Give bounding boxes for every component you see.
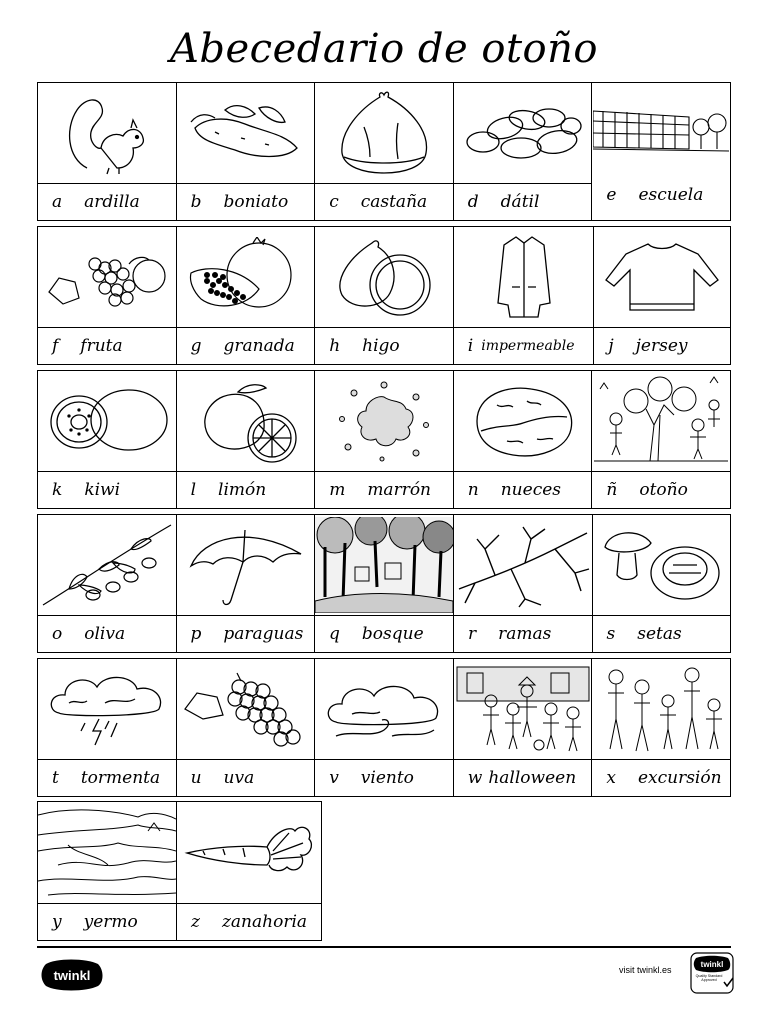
card-w <box>454 659 593 796</box>
label-p: p paraguas <box>190 624 304 644</box>
visit-link[interactable]: visit twinkl.es <box>619 965 672 975</box>
storm-icon <box>38 659 176 760</box>
alphabet-row-2 <box>37 226 731 365</box>
chestnut-icon <box>315 83 453 184</box>
mushrooms-icon <box>593 515 731 616</box>
label-e: e escuela <box>606 185 704 205</box>
label-r: r ramas <box>468 624 552 644</box>
page-title: Abecedario de otoño <box>170 26 598 72</box>
sweet-potato-icon <box>177 83 315 184</box>
label-enye: ñ otoño <box>606 480 688 500</box>
card-g <box>177 227 316 364</box>
card-b <box>177 83 316 220</box>
label-w: w halloween <box>467 768 577 788</box>
card-f <box>38 227 177 364</box>
card-o <box>38 515 177 652</box>
family-outing-icon <box>592 659 730 760</box>
label-m: m marrón <box>329 480 432 500</box>
grapes-icon <box>177 659 315 760</box>
alphabet-row-3 <box>37 370 731 509</box>
card-v <box>315 659 454 796</box>
card-q <box>315 515 454 652</box>
label-a: a ardilla <box>52 192 140 212</box>
label-i: i impermeable <box>467 336 575 356</box>
label-g: g granada <box>190 336 295 356</box>
umbrella-icon <box>177 515 315 616</box>
label-y: y yermo <box>52 912 138 932</box>
card-i <box>454 227 595 364</box>
olive-branch-icon <box>38 515 176 616</box>
card-m <box>315 371 454 508</box>
alphabet-row-1 <box>37 82 731 221</box>
school-icon <box>592 83 730 170</box>
twinkl-logo-icon <box>40 958 104 992</box>
alphabet-row-6 <box>37 801 322 941</box>
autumn-scene-icon <box>592 371 730 472</box>
card-x <box>592 659 730 796</box>
card-d <box>454 83 593 220</box>
wasteland-icon <box>38 802 176 904</box>
label-h: h higo <box>329 336 400 356</box>
alphabet-row-4 <box>37 514 731 653</box>
twinkl-logo[interactable] <box>40 958 104 996</box>
card-t <box>38 659 177 796</box>
card-c <box>315 83 454 220</box>
walnut-icon <box>454 371 592 472</box>
fig-icon <box>315 227 453 328</box>
label-t: t tormenta <box>52 768 161 788</box>
label-d: d dátil <box>467 192 540 212</box>
card-u <box>177 659 316 796</box>
label-u: u uva <box>190 768 255 788</box>
card-e <box>592 83 730 220</box>
twinkl-logo-text: twinkl <box>53 968 91 983</box>
raincoat-icon <box>454 227 594 328</box>
label-q: q bosque <box>329 624 424 644</box>
quality-badge <box>690 952 736 1000</box>
branches-icon <box>454 515 592 616</box>
forest-icon <box>315 515 453 616</box>
lemon-icon <box>177 371 315 472</box>
kiwi-icon <box>38 371 176 472</box>
card-z <box>177 802 321 940</box>
card-r <box>454 515 593 652</box>
card-h <box>315 227 454 364</box>
footer-divider <box>37 946 731 948</box>
wind-icon <box>315 659 453 760</box>
label-v: v viento <box>329 768 414 788</box>
jumper-icon <box>594 227 730 328</box>
badge-brand-text: twinkl <box>700 960 724 969</box>
label-c: c castaña <box>329 192 428 212</box>
card-k <box>38 371 177 508</box>
card-s <box>593 515 731 652</box>
quality-badge-icon <box>690 952 736 996</box>
card-a <box>38 83 177 220</box>
label-o: o oliva <box>52 624 126 644</box>
label-l: l limón <box>190 480 267 500</box>
label-b: b boniato <box>190 192 289 212</box>
card-y <box>38 802 177 940</box>
label-n: n nueces <box>467 480 561 500</box>
card-p <box>177 515 316 652</box>
card-n <box>454 371 593 508</box>
badge-caption: Quality Standard Approved <box>695 974 723 983</box>
fruit-icon <box>38 227 176 328</box>
halloween-icon <box>454 659 592 760</box>
label-s: s setas <box>606 624 682 644</box>
label-f: f fruta <box>52 336 123 356</box>
carrot-icon <box>177 802 321 904</box>
card-enye <box>592 371 730 508</box>
label-x: x excursión <box>606 768 722 788</box>
card-l <box>177 371 316 508</box>
paint-splash-icon <box>315 371 453 472</box>
card-j <box>594 227 730 364</box>
dates-icon <box>454 83 592 184</box>
label-z: z zanahoria <box>191 912 308 932</box>
label-k: k kiwi <box>52 480 121 500</box>
label-j: j jersey <box>608 336 688 356</box>
squirrel-icon <box>38 83 176 184</box>
pomegranate-icon <box>177 227 315 328</box>
alphabet-row-5 <box>37 658 731 797</box>
